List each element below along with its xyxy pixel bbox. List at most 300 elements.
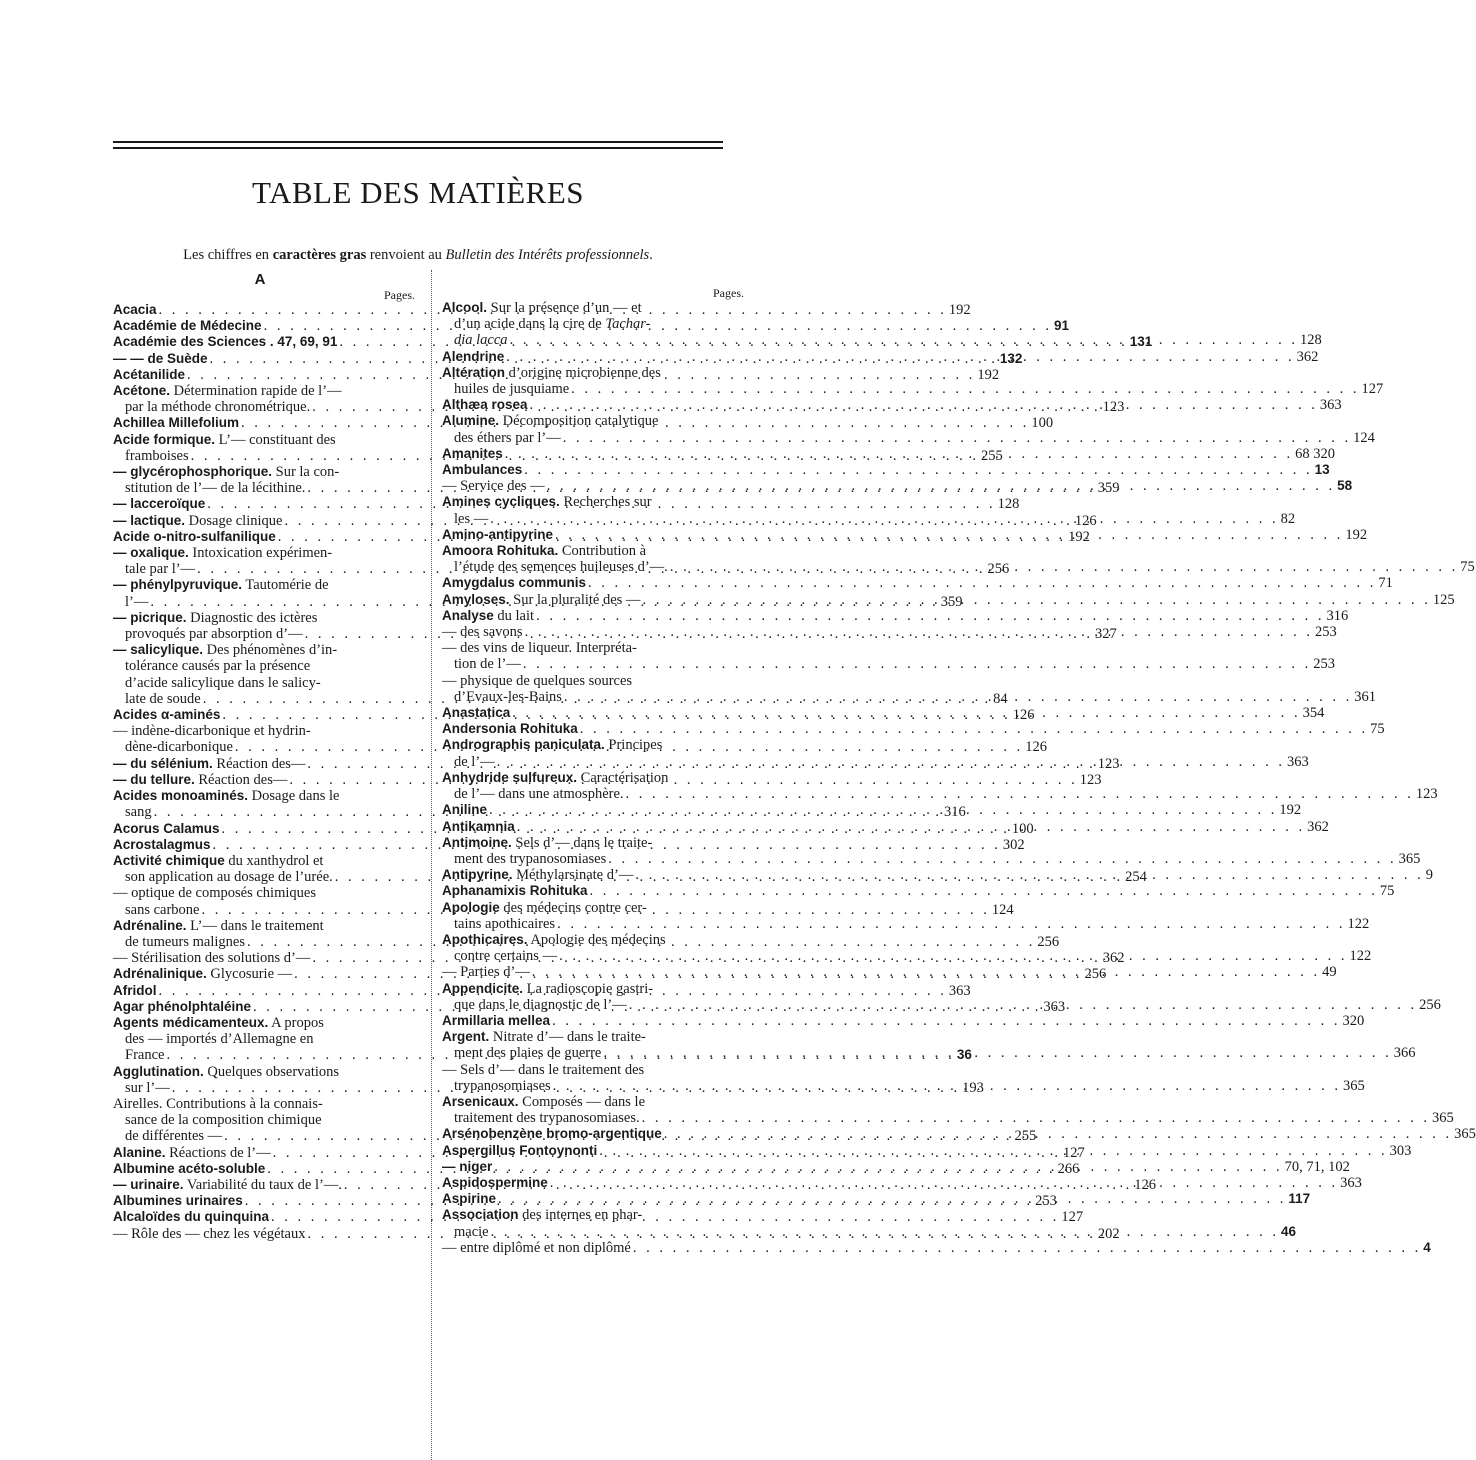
entry-term: Acétanilide: [113, 366, 186, 382]
entry-description: de l’—: [454, 753, 495, 770]
entry-description: d’origine microbienne des: [505, 364, 661, 381]
entry-text: [113, 1209, 269, 1225]
entry-text: [454, 316, 650, 332]
entry-text: [442, 737, 662, 753]
index-entry-line: [442, 835, 744, 851]
entry-description: Apologie des médecins: [527, 931, 666, 948]
entry-description: — physique de quelques sources: [442, 672, 633, 689]
page-number: 362: [1296, 348, 1319, 365]
index-entry-line: [442, 1110, 1454, 1127]
index-entry-line: [442, 640, 744, 656]
entry-description: des — importés d’Allemagne en: [125, 1031, 314, 1048]
entry-text: [125, 934, 245, 950]
index-entry-line: [442, 1094, 744, 1110]
page-subtitle: [113, 246, 723, 264]
page-number: 192: [977, 366, 1000, 383]
dot-leader: [571, 381, 1359, 397]
dot-leader: [608, 851, 1396, 867]
entry-description: Variabilité du taux de l’—.: [183, 1176, 342, 1193]
entry-text: [454, 430, 561, 446]
index-entry-line: [442, 900, 744, 916]
entry-text: [113, 885, 316, 901]
page-number: 256: [987, 561, 1010, 578]
index-entry-line: [442, 526, 1368, 543]
page-number: 13: [1314, 462, 1330, 478]
entry-description: Tautomérie de: [242, 577, 329, 594]
entry-term: Amoora Rohituka.: [442, 543, 559, 559]
index-entry: [442, 575, 1393, 592]
entry-text: [113, 545, 332, 561]
entry-text: [113, 334, 337, 350]
index-entry-line: [442, 981, 744, 997]
index-entry-line: [442, 607, 1349, 624]
page-number: 131: [1129, 334, 1153, 350]
entry-term: Antikamnia: [442, 818, 515, 834]
entry-description: les —: [454, 510, 489, 527]
entry-description: tains apothicaires: [454, 915, 556, 932]
entry-text: [442, 494, 652, 510]
page-number: 302: [1002, 836, 1025, 853]
page-number: 127: [1063, 1144, 1085, 1161]
entry-text: [125, 1080, 170, 1096]
entry-text: [125, 561, 195, 577]
entry-text: [442, 592, 640, 608]
entry-text: [442, 900, 647, 916]
entry-text: [442, 575, 586, 591]
entry-text: [113, 707, 220, 723]
entry-text: [125, 480, 305, 496]
entry-term: Académie des Sciences . 47, 69, 91: [113, 334, 338, 350]
entry-description: — entre diplômé et non diplômé: [442, 1239, 631, 1256]
dot-leader: [557, 916, 1345, 932]
page-number: 365: [1432, 1110, 1454, 1127]
dot-leader: [563, 430, 1351, 446]
entry-term: Afridol: [113, 982, 157, 998]
index-entry-line: [113, 1015, 415, 1031]
entry-text: [113, 918, 324, 934]
entry-description: que dans le diagnostic de l’—: [454, 996, 627, 1013]
entry-text: [113, 999, 251, 1015]
entry-description: Détermination rapide de l’—: [170, 383, 342, 400]
entry-text: [113, 772, 287, 788]
entry-text: [442, 1143, 597, 1159]
page-number: 126: [1074, 512, 1097, 529]
entry-description: stitution de l’— de la lécithine.: [125, 480, 306, 497]
entry-term: Adrénalinique.: [113, 966, 207, 982]
entry-text: [442, 300, 642, 316]
page-number: 366: [1393, 1045, 1416, 1062]
dot-leader: [525, 624, 1313, 643]
entry-text: [454, 559, 668, 575]
page-number: 71: [1378, 575, 1393, 592]
page-number: 125: [1432, 591, 1455, 608]
entry-term: Acide formique.: [113, 431, 216, 447]
entry-term: Apothicaires.: [442, 931, 528, 947]
entry-italic: Tachar-: [605, 316, 651, 333]
entry-text: [442, 1175, 548, 1191]
entry-text: [442, 819, 515, 835]
page-number: 365: [1454, 1126, 1476, 1143]
dot-leader: [536, 608, 1324, 624]
page-number: 193: [962, 1079, 984, 1096]
entry-term: Aspirine: [442, 1191, 497, 1207]
entry-text: [442, 1159, 492, 1175]
entry-text: [125, 626, 303, 642]
page-number: 354: [1302, 705, 1325, 722]
index-entry-line: [113, 642, 415, 658]
entry-term: — — de Suède: [113, 350, 208, 366]
entry-term: Andrographis paniculata.: [442, 737, 605, 753]
index-entry-line: [113, 432, 415, 448]
entry-text: [125, 594, 148, 610]
entry-term: — du tellure.: [113, 771, 195, 787]
page-number: 192: [1279, 802, 1302, 819]
entry-text: [125, 804, 152, 820]
entry-text: [454, 997, 627, 1013]
entry-term: Armillaria mellea: [442, 1012, 551, 1028]
page-number: 4: [1423, 1239, 1431, 1255]
entry-text: [442, 446, 503, 462]
entry-description: tale par l’—: [125, 561, 196, 578]
entry-description: Méthylarsinate d’—: [512, 867, 634, 884]
index-entry: [442, 883, 1395, 900]
entry-term: Ambulances: [442, 462, 523, 478]
page-number: 192: [1345, 526, 1368, 543]
entry-term: Amines cycliques.: [442, 494, 560, 510]
entry-term: — phénylpyruvique.: [113, 577, 243, 593]
entry-term: — niger: [442, 1158, 493, 1174]
entry-description: — indène-dicarbonique et hydrin-: [113, 723, 311, 740]
index-entry-line: [113, 853, 415, 869]
entry-text: [442, 1240, 631, 1256]
entry-text: [125, 739, 233, 755]
entry-text: [113, 1064, 339, 1080]
entry-description: des internes en phar-: [518, 1207, 643, 1224]
page-number: 124: [991, 901, 1014, 918]
entry-term: — picrique.: [113, 609, 187, 625]
entry-term: Alumine.: [442, 413, 500, 429]
entry-term: Acrostalagmus: [113, 836, 211, 852]
entry-description: Quelques observations: [203, 1063, 340, 1080]
entry-text: [442, 1126, 662, 1142]
page-number: 9: [1425, 867, 1433, 884]
entry-term: Association: [442, 1207, 519, 1223]
pages-header: Pages.: [384, 288, 415, 302]
index-entry-line: [442, 300, 744, 316]
entry-text: [125, 1047, 164, 1063]
entry-term: Anhydride sulfureux.: [442, 769, 578, 785]
entry-term: Aphanamixis Rohituka: [442, 883, 588, 899]
entry-text: [113, 432, 336, 448]
entry-text: [113, 950, 310, 966]
index-entry-line: [113, 918, 415, 934]
page-number: 202: [1097, 1225, 1120, 1242]
page-number: 132: [999, 350, 1023, 366]
page-number: 124: [1353, 429, 1375, 446]
index-entry-line: [442, 1239, 1431, 1256]
dot-leader: [664, 1126, 1452, 1145]
index-entry-line: [442, 932, 744, 948]
entry-term: Alanine.: [113, 1144, 166, 1160]
entry-description: Airelles. Contributions à la connais-: [113, 1095, 323, 1112]
entry-text: [113, 610, 317, 626]
subtitle-bold: caractères gras: [272, 247, 367, 263]
entry-term: Andersonia Rohituka: [442, 721, 578, 737]
entry-text: [442, 413, 658, 429]
index-entry-line: [442, 381, 1384, 398]
page-number: 192: [948, 302, 971, 318]
entry-description: France: [125, 1047, 165, 1064]
entry-text: [113, 788, 339, 804]
entry-text: [113, 821, 220, 837]
top-double-rule-second: [113, 147, 723, 149]
dot-leader: [590, 883, 1378, 899]
page-number: 126: [1134, 1176, 1157, 1193]
page-number: 256: [1419, 996, 1441, 1013]
entry-text: [113, 642, 337, 658]
entry-description: tion de l’—: [454, 656, 521, 673]
entry-description: l’—: [125, 593, 149, 610]
page-number: 123: [1102, 399, 1125, 416]
entry-term: Agglutination.: [113, 1063, 204, 1079]
page-number: 253: [1035, 1193, 1057, 1210]
entry-text: [113, 756, 305, 772]
entry-description: des éthers par l’—: [454, 429, 561, 446]
entry-term: Apologie: [442, 899, 500, 915]
entry-text: [113, 1145, 271, 1161]
entry-description: de différentes —: [125, 1128, 223, 1145]
entry-description: — Sels d’— dans le traitement des: [442, 1061, 645, 1078]
entry-text: [113, 1096, 323, 1112]
entry-description: ment des trypanosomiases: [454, 850, 607, 867]
index-entry-line: [442, 1029, 744, 1045]
page-number: 123: [1415, 786, 1438, 803]
dot-leader: [559, 948, 1347, 967]
entry-description: framboises: [125, 447, 189, 464]
page-number: 255: [1014, 1128, 1037, 1145]
entry-description: sur l’—: [125, 1079, 170, 1096]
entry-term: — du sélénium.: [113, 755, 213, 771]
entry-term: — urinaire.: [113, 1176, 184, 1192]
entry-term: Arsenicaux.: [442, 1093, 519, 1109]
entry-description: sang: [125, 804, 152, 821]
dot-leader: [489, 802, 1277, 821]
entry-text: [125, 675, 321, 691]
page-number: 82: [1280, 510, 1296, 527]
entry-term: Altération: [442, 364, 506, 380]
entry-text: [113, 966, 292, 982]
dot-leader: [523, 656, 1311, 672]
page-number: 365: [1398, 850, 1421, 867]
page-number: 75: [1379, 883, 1395, 900]
page-number: 256: [1037, 933, 1060, 950]
page-number: 320: [1342, 1012, 1365, 1029]
dot-leader: [555, 527, 1343, 543]
index-entry-line: [442, 883, 1395, 900]
entry-term: Analyse: [442, 607, 494, 623]
index-entry-line: [442, 429, 1375, 446]
dot-leader: [633, 1240, 1421, 1256]
page-title: TABLE DES MATIÈRES: [251, 175, 585, 210]
index-entry-line: [442, 316, 744, 332]
entry-description: Dosage clinique: [185, 512, 283, 529]
entry-term: — lacceroïque: [113, 496, 206, 512]
entry-description: sance de la composition chimique: [125, 1112, 322, 1129]
entry-text: [125, 1112, 322, 1128]
entry-text: [442, 705, 510, 721]
entry-description: d’acide salicylique dans le salicy-: [125, 674, 321, 691]
entry-text: [113, 318, 262, 334]
entry-description: Principes: [604, 737, 663, 754]
entry-text: [442, 462, 522, 478]
index-entry-line: [113, 545, 415, 561]
page-number: 327: [1094, 626, 1117, 643]
entry-term: Acacia: [113, 302, 157, 317]
entry-description: Glycosurie —: [206, 966, 293, 983]
entry-description: contre certains —: [454, 948, 558, 965]
index-entry-line: [113, 788, 415, 804]
dot-leader: [670, 559, 1458, 578]
index-entry-line: [113, 1064, 415, 1080]
entry-term: Aspergillus Fontoynonti: [442, 1142, 598, 1158]
index-entry: [442, 721, 1385, 738]
entry-text: [442, 397, 528, 413]
dot-leader: [564, 689, 1352, 705]
dot-leader: [530, 397, 1318, 416]
entry-text: [125, 1128, 222, 1144]
entry-description: — des savons: [442, 624, 523, 641]
index-entry-line: [113, 610, 415, 626]
index-entry-line: [442, 915, 1370, 932]
entry-text: [442, 624, 523, 640]
entry-term: Agents médicamenteux.: [113, 1014, 269, 1030]
page-number: 253: [1313, 656, 1335, 673]
entry-description: Intoxication expérimen-: [188, 545, 333, 562]
dot-leader: [494, 1159, 1282, 1175]
entry-text: [442, 1062, 644, 1078]
entry-text: [113, 853, 323, 869]
pages-header: Pages.: [713, 286, 744, 300]
entry-text: [113, 496, 205, 512]
entry-description: dène-dicarbonique: [125, 739, 233, 756]
index-entry-line: [442, 656, 1335, 673]
index-entry: [442, 640, 1335, 673]
entry-description: Réactions de l’—: [165, 1144, 271, 1161]
index-entry: [442, 1093, 1454, 1127]
dot-leader: [532, 964, 1320, 983]
index-entry-line: [442, 462, 1330, 478]
entry-text: [113, 302, 157, 318]
entry-term: Argent.: [442, 1029, 490, 1045]
page-number: 58: [1337, 478, 1353, 494]
entry-description: A propos: [268, 1014, 324, 1031]
page-number: 127: [1361, 381, 1384, 398]
subtitle-part: renvoient au: [366, 247, 446, 263]
page-number: 363: [1340, 1174, 1362, 1191]
page-number: 100: [1011, 820, 1034, 837]
subtitle-italic: Bulletin des Intérêts professionnels: [445, 247, 650, 263]
entry-term: — lactique.: [113, 512, 186, 528]
page-number: 84: [993, 690, 1008, 707]
index-entry-line: [442, 575, 1393, 592]
dot-leader: [642, 592, 1430, 608]
entry-description: L’— dans le traitement: [186, 917, 324, 934]
entry-text: [442, 640, 637, 656]
index-entry-line: [113, 1031, 415, 1047]
index-entry-line: [442, 494, 744, 510]
entry-term: Activité chimique: [113, 852, 225, 868]
index-entry-line: [442, 413, 744, 429]
index-entry-line: [442, 737, 744, 753]
entry-text: [454, 754, 495, 770]
index-entry-line: [442, 1062, 744, 1078]
dot-leader: [510, 332, 1298, 348]
entry-description: Composés — dans le: [518, 1093, 646, 1110]
entry-description: — Rôle des — chez les végétaux: [113, 1225, 306, 1242]
page-number: 75: [1370, 721, 1385, 738]
index-entry-line: [113, 675, 415, 691]
entry-text: [113, 837, 211, 853]
page-number: 363: [948, 982, 971, 999]
entry-description: Réaction des—: [212, 755, 306, 772]
page-number: 123: [1079, 771, 1102, 788]
entry-term: — oxalique.: [113, 545, 189, 561]
page-number: 126: [1025, 739, 1048, 756]
entry-description: La radioscopie gastri-: [523, 980, 654, 997]
entry-text: [113, 577, 329, 593]
subtitle-part: Les chiffres en: [183, 247, 273, 263]
entry-text: [454, 381, 569, 397]
index-entry-line: [442, 673, 744, 689]
dot-leader: [497, 754, 1285, 770]
entry-text: [113, 367, 185, 383]
page-number: 256: [1084, 966, 1107, 983]
dot-leader: [547, 478, 1335, 497]
entry-text: [442, 608, 534, 624]
entry-description: Recherches sur: [559, 494, 652, 511]
entry-description: Dosage dans le: [248, 788, 340, 805]
entry-term: Antipyrine.: [442, 867, 513, 883]
entry-term: Acides α-aminés: [113, 707, 221, 723]
index-entry: [442, 1029, 1416, 1062]
page-number: 363: [1287, 753, 1309, 770]
page-number: 75: [1460, 559, 1475, 576]
index-entry-line: [113, 1112, 415, 1128]
page-number: 316: [1326, 607, 1349, 624]
entry-term: — glycérophosphorique.: [113, 464, 273, 480]
entry-text: [454, 332, 508, 348]
entry-text: [125, 658, 310, 674]
page-number: 365: [1343, 1077, 1365, 1094]
index-entry: [442, 769, 1438, 803]
entry-text: [113, 723, 311, 739]
entry-description: d’Evaux-les-Bains: [454, 688, 562, 705]
entry-text: [442, 673, 632, 689]
index-entry: [442, 607, 1349, 624]
page-number: 192: [1068, 528, 1090, 545]
dot-leader: [506, 349, 1294, 365]
entry-text: [113, 464, 339, 480]
page-number: 359: [1097, 480, 1120, 497]
index-entry: [442, 1012, 1365, 1029]
entry-description: Des phénomènes d’in-: [203, 642, 338, 659]
entry-description: Réaction des—: [194, 771, 288, 788]
entry-term: Agar phénolphtaléine: [113, 998, 252, 1014]
entry-description: late de soude: [125, 690, 201, 707]
entry-term: Albumine acéto-soluble: [113, 1160, 266, 1176]
entry-term: Amino-antipyrine: [442, 526, 554, 542]
entry-term: Acorus Calamus: [113, 820, 220, 836]
